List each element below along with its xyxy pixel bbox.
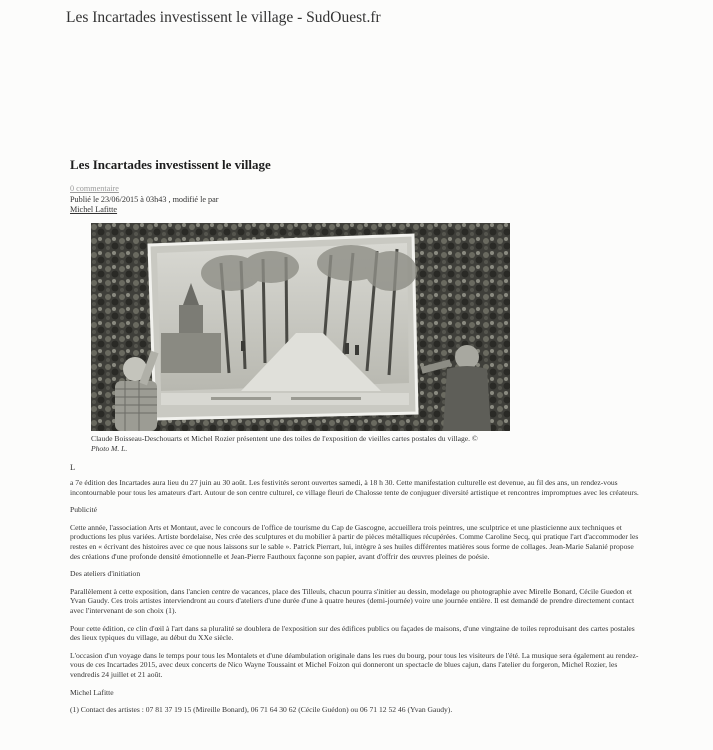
article-photo xyxy=(91,223,510,431)
published-date: Publié le 23/06/2015 à 03h43 , modifié le par xyxy=(70,194,219,204)
paragraph-artists: Cette année, l'association Arts et Montaut, avec le concours de l'office de tourisme du Cap de Gascogne, accueillera trois peintres, une sculptrice et une plasticienne aux techniques et productions les plus variées. Artiste bordelaise, Nes crée des sculptures et du mobilier à partir de pièces métalliques récupérées. Comme Caroline Secq, qui pratique l'art d'accommoder les restes en « écrivant des histoires avec ce que nous laissons sur le sable ». Patrick Pierrart, lui, intègre à ses huiles différentes matières sous forme de collages. Jean-Marie Salanié propose des créations d'une profonde densité émotionnelle et Jean-Pierre Fauthoux façonne son papier, avant d'offrir des œuvres pleines de poésie. xyxy=(70,522,639,561)
drop-cap: L xyxy=(70,462,76,472)
paragraph-workshops: Parallèlement à cette exposition, dans l'ancien centre de vacances, place des Tilleuls, chacun pourra s'initier au dessin, modelage ou photographie avec Mirelle Bonard, Cécile Guedon et Yvan Gaudy. Ces trois artistes interviendront au cours d'ateliers d'une durée d'une à quatre heures (demi-journée) voire une journée entière. Il est demandé de prendre directement contact avec l'intervenant de son choix (1). xyxy=(70,586,635,615)
photo-caption xyxy=(91,434,531,453)
comments-link[interactable]: 0 commentaire xyxy=(70,184,119,193)
paragraph-music: L'occasion d'un voyage dans le temps pour tous les Montalets et d'une déambulation originale dans les rues du bourg, pour tous les visiteurs de l'été. La musique sera également au rendez-vous de ces Incartades 2015, avec deux concerts de Nico Wayne Toussaint et Michel Foizon qui donneront un spectacle de blues cajun, dans l'atelier du forgeron, Michel Rozier, les vendredis 24 juillet et 21 août. xyxy=(70,650,639,679)
signature: Michel Lafitte xyxy=(70,687,114,697)
photograph-image xyxy=(91,223,510,431)
article-meta xyxy=(70,184,219,216)
paragraph-postcards: Pour cette édition, ce clin d'œil à l'art dans sa pluralité se doublera de l'exposition sur des édifices publics ou façades de maisons, d'une vingtaine de toiles reproduisant des cartes postales des lieux typiques du village, au début du XXe siècle. xyxy=(70,623,635,643)
article-body xyxy=(70,478,642,723)
photo-credit: Photo M. L. xyxy=(91,443,128,453)
paragraph-intro: a 7e édition des Incartades aura lieu du 27 juin au 30 août. Les festivités seront ouvertes samedi, à 18 h 30. Cette manifestation culturelle est devenue, au fil des ans, un rendez-vous incontournable pour tous les amateurs d'art. Autour de son centre culturel, ce village fleuri de Chalosse tente de conjuguer diversité artistique et rencontres impromptues avec les créateurs. xyxy=(70,478,639,497)
article-title: Les Incartades investissent le village xyxy=(70,157,271,172)
ad-label: Publicité xyxy=(70,505,97,515)
subheading-workshops: Des ateliers d'initiation xyxy=(70,569,141,579)
page-title: Les Incartades investissent le village - SudOuest.fr xyxy=(66,9,381,26)
author-link[interactable]: Michel Lafitte xyxy=(70,205,118,214)
photo-caption-text: Claude Boisseau-Deschouarts et Michel Rozier présentent une des toiles de l'exposition de vieilles cartes postales du village. © xyxy=(91,434,478,443)
postcard-canvas xyxy=(149,235,417,419)
contact-note: (1) Contact des artistes : 07 81 37 19 15 (Mireille Bonard), 06 71 64 30 62 (Cécile Guédon) ou 06 71 12 52 46 (Yvan Gaudy). xyxy=(70,705,453,715)
